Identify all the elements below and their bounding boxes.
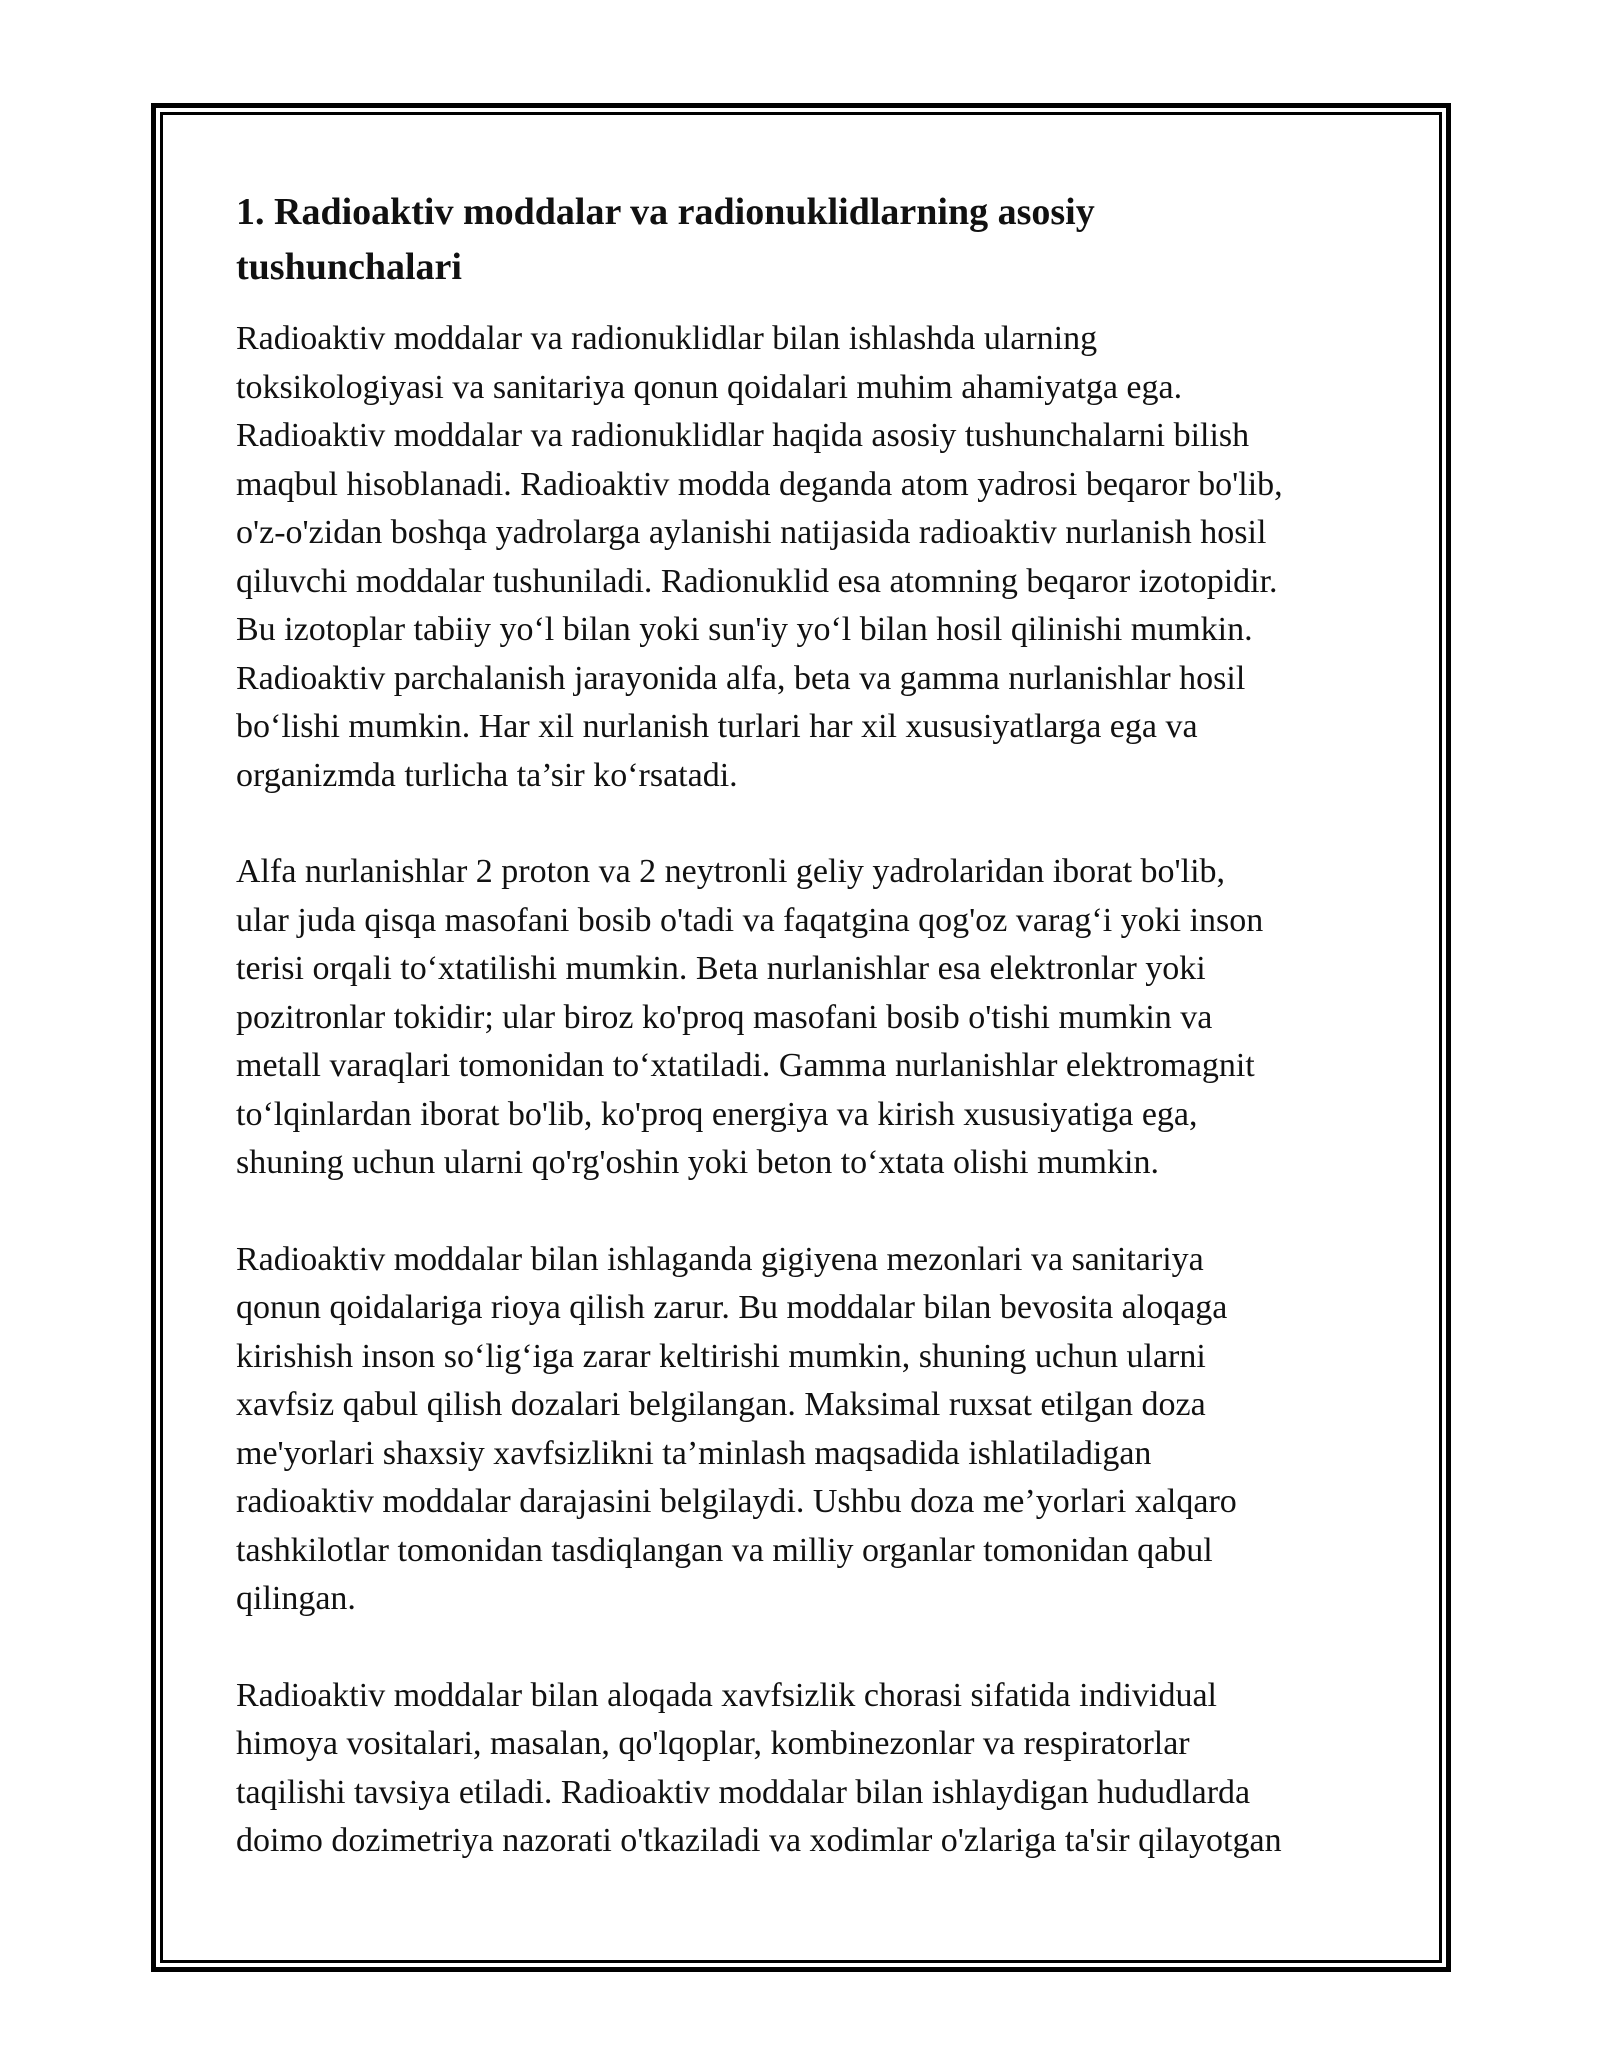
text-line: qiluvchi moddalar tushuniladi. Radionuklid esa atomning beqaror izotopidir. [236, 562, 1278, 600]
section-heading [236, 185, 1376, 295]
text-line: toksikologiyasi va sanitariya qonun qoidalari muhim ahamiyatga ega. [236, 368, 1183, 406]
text-line: o'z-o'zidan boshqa yadrolarga aylanishi natijasida radioaktiv nurlanish hosil [236, 514, 1267, 551]
text-line: radioaktiv moddalar darajasini belgilaydi. Ushbu doza me’yorlari xalqaro [236, 1483, 1237, 1520]
text-line: Radioaktiv moddalar bilan ishlaganda gigiyena mezonlari va sanitariya [236, 1240, 1204, 1278]
text-line: himoya vositalari, masalan, qo'lqoplar, kombinezonlar va respiratorlar [236, 1725, 1190, 1762]
text-line: kirishish inson so‘lig‘iga zarar keltirishi mumkin, shuning uchun ularni [236, 1337, 1206, 1375]
paragraph-2 [236, 848, 1376, 1188]
text-line: xavfsiz qabul qilish dozalari belgilangan. Maksimal ruxsat etilgan doza [236, 1386, 1206, 1423]
text-line: qilingan. [236, 1580, 356, 1617]
text-line: Radioaktiv moddalar va radionuklidlar haqida asosiy tushunchalarni bilish [236, 417, 1250, 454]
text-line: shuning uchun ularni qo'rg'oshin yoki beton to‘xtata olishi mumkin. [236, 1144, 1159, 1181]
text-line: doimo dozimetriya nazorati o'tkaziladi va xodimlar o'zlariga ta'sir qilayotgan [236, 1822, 1282, 1859]
text-line: organizmda turlicha ta’sir ko‘rsatadi. [236, 756, 738, 794]
text-line: Alfa nurlanishlar 2 proton va 2 neytronli geliy yadrolaridan iborat bo'lib, [236, 853, 1226, 890]
text-line: ular juda qisqa masofani bosib o'tadi va faqatgina qog'oz varag‘i yoki inson [236, 901, 1264, 939]
text-line: Radioaktiv parchalanish jarayonida alfa, beta va gamma nurlanishlar hosil [236, 659, 1246, 697]
document-content [236, 185, 1376, 1914]
heading-line: tushunchalari [236, 246, 462, 288]
paragraph-3 [236, 1236, 1376, 1624]
text-line: metall varaqlari tomonidan to‘xtatiladi. Gamma nurlanishlar elektromagnit [236, 1047, 1255, 1084]
text-line: taqilishi tavsiya etiladi. Radioaktiv moddalar bilan ishlaydigan hududlarda [236, 1773, 1251, 1811]
text-line: maqbul hisoblanadi. Radioaktiv modda deganda atom yadrosi beqaror bo'lib, [236, 465, 1283, 503]
text-line: Radioaktiv moddalar va radionuklidlar bilan ishlashda ularning [236, 320, 1098, 357]
text-line: bo‘lishi mumkin. Har xil nurlanish turlari har xil xususiyatlarga ega va [236, 708, 1198, 745]
heading-line: 1. Radioaktiv moddalar va radionuklidlarning asosiy [236, 191, 1095, 233]
text-line: qonun qoidalariga rioya qilish zarur. Bu moddalar bilan bevosita aloqaga [236, 1289, 1228, 1326]
text-line: pozitronlar tokidir; ular biroz ko'proq masofani bosib o'tishi mumkin va [236, 998, 1213, 1036]
text-line: Radioaktiv moddalar bilan aloqada xavfsizlik chorasi sifatida individual [236, 1676, 1218, 1714]
paragraph-1 [236, 315, 1376, 800]
text-line: terisi orqali to‘xtatilishi mumkin. Beta nurlanishlar esa elektronlar yoki [236, 950, 1206, 987]
text-line: Bu izotoplar tabiiy yo‘l bilan yoki sun'iy yo‘l bilan hosil qilinishi mumkin. [236, 611, 1253, 648]
text-line: me'yorlari shaxsiy xavfsizlikni ta’minlash maqsadida ishlatiladigan [236, 1434, 1152, 1472]
text-line: to‘lqinlardan iborat bo'lib, ko'proq energiya va kirish xususiyatiga ega, [236, 1095, 1198, 1133]
paragraph-4 [236, 1672, 1376, 1866]
text-line: tashkilotlar tomonidan tasdiqlangan va milliy organlar tomonidan qabul [236, 1531, 1213, 1569]
